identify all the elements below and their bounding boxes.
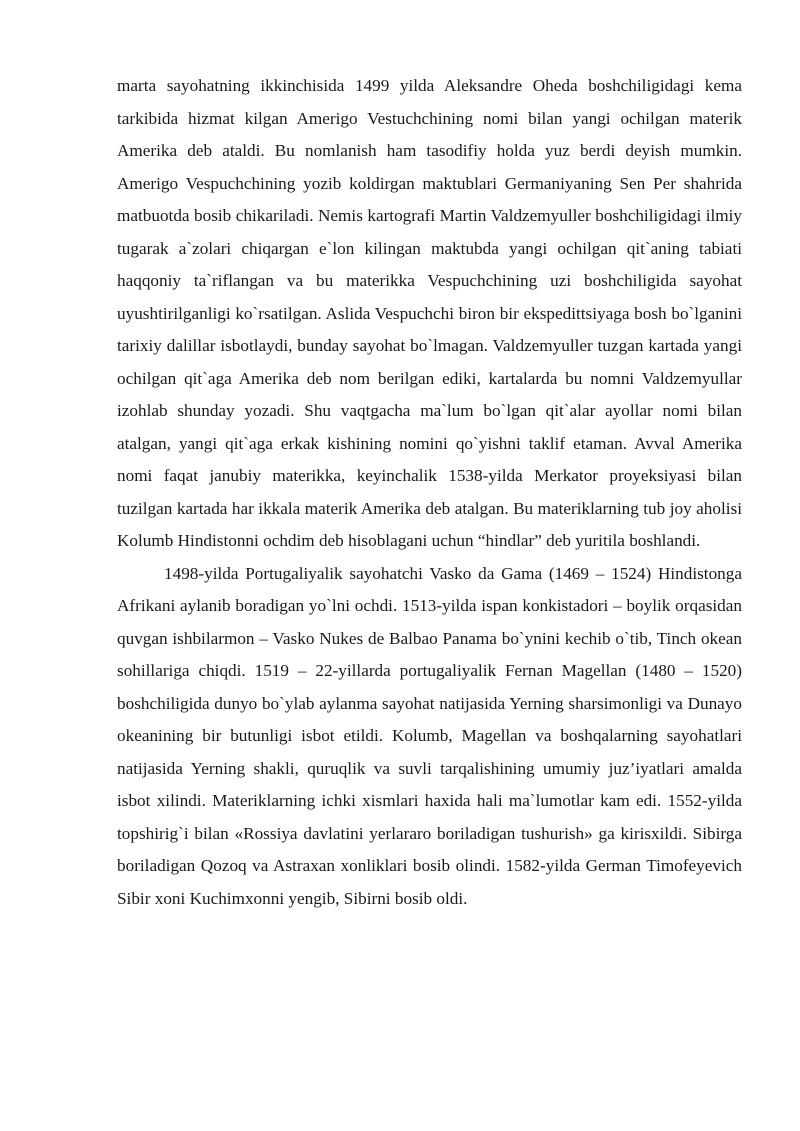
paragraph-america-naming: marta sayohatning ikkinchisida 1499 yilda Aleksandre Oheda boshchiligidagi kema tarkibida hizmat kilgan Amerigo Vestuchchining nomi bilan yangi ochilgan materik Amerika deb ataldi. Bu nomlanish ham tasodifiy holda yuz berdi deyish mumkin. Amerigo Vespuchchining yozib koldirgan maktublari Germaniyaning Sen Per shahrida matbuotda bosib chikariladi. Nemis kartografi Martin Valdzemyuller boshchiligidagi ilmiy tugarak a`zolari chiqargan e`lon kilingan maktubda yangi ochilgan qit`aning tabiati haqqoniy ta`riflangan va bu materikka Vespuchchining uzi boshchiligida sayohat uyushtirilganligi ko`rsatilgan. Aslida Vespuchchi biron bir ekspedittsiyaga bosh bo`lganini tarixiy dalillar isbotlaydi, bunday sayohat bo`lmagan. Valdzemyuller tuzgan kartada yangi ochilgan qit`aga Amerika deb nom berilgan ediki, kartalarda bu nomni Valdzemyullar izohlab shunday yozadi. Shu vaqtgacha ma`lum bo`lgan qit`alar ayollar nomi bilan atalgan, yangi qit`aga erkak kishining nomini qo`yishni taklif etaman. Avval Amerika nomi faqat janubiy materikka, keyinchalik 1538-yilda Merkator proyeksiyasi bilan tuzilgan kartada har ikkala materik Amerika deb atalgan. Bu materiklarning tub joy aholisi Kolumb Hindistonni ochdim deb hisoblagani uchun “hindlar” deb yuritila boshlandi. — [117, 76, 742, 550]
document-page — [117, 70, 742, 915]
paragraph-explorers: 1498-yilda Portugaliyalik sayohatchi Vasko da Gama (1469 – 1524) Hindistonga Afrikani aylanib boradigan yo`lni ochdi. 1513-yilda ispan konkistadori – boylik orqasidan quvgan ishbilarmon – Vasko Nukes de Balbao Panama bo`ynini kechib o`tib, Tinch okean sohillariga chiqdi. 1519 – 22-yillarda portugaliyalik Fernan Magellan (1480 – 1520) boshchiligida dunyo bo`ylab aylanma sayohat natijasida Yerning sharsimonligi va Dunayo okeanining bir butunligi isbot etildi. Kolumb, Magellan va boshqalarning sayohatlari natijasida Yerning shakli, quruqlik va suvli tarqalishining umumiy juz’iyatlari amalda isbot xilindi. Materiklarning ichki xismlari haxida hali ma`lumotlar kam edi. 1552-yilda topshirig`i bilan «Rossiya davlatini yerlararo boriladigan tushurish» ga kirisxildi. Sibirga boriladigan Qozoq va Astraxan xonliklari bosib olindi. 1582-yilda German Timofeyevich Sibir xoni Kuchimxonni yengib, Sibirni bosib oldi. — [117, 563, 742, 908]
